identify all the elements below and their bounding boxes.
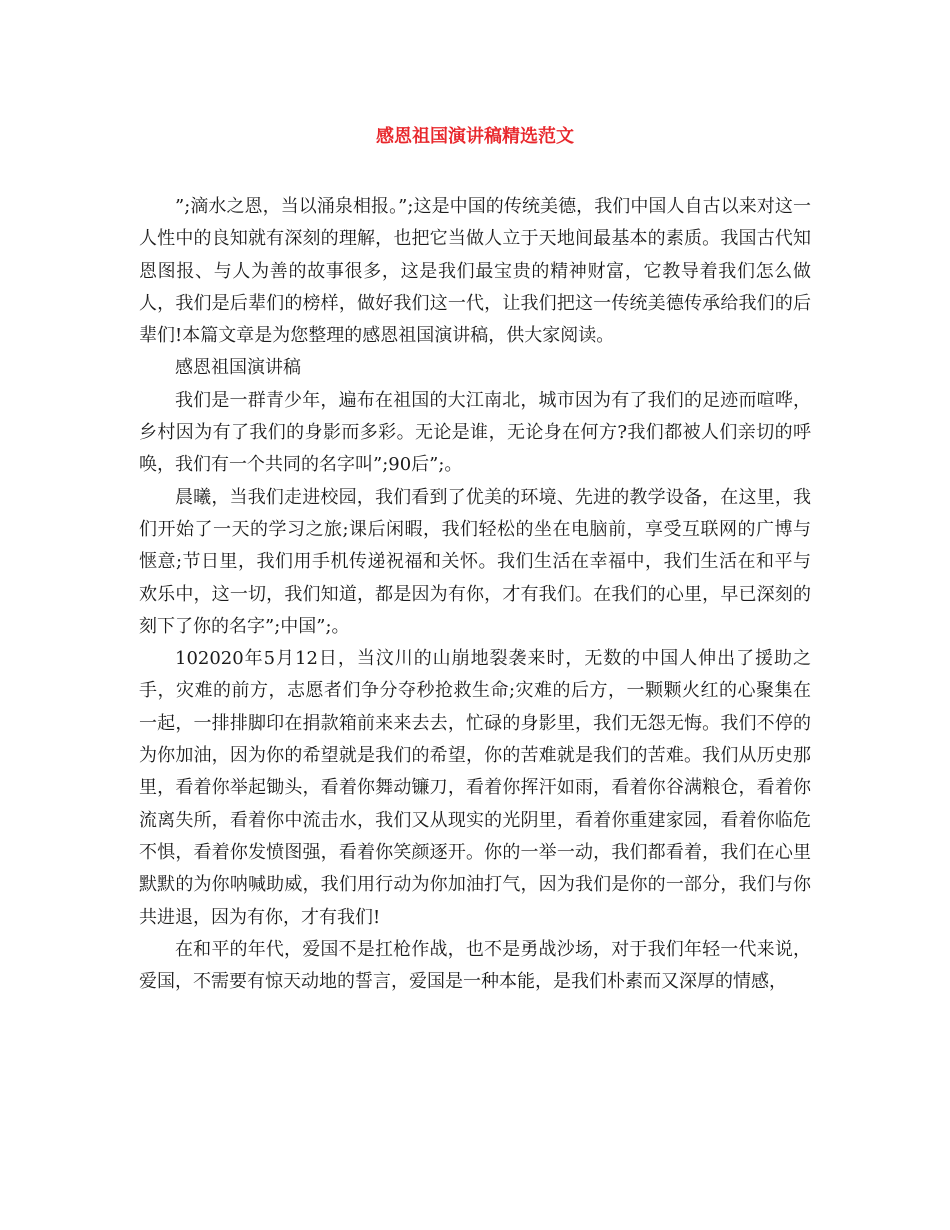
document-title: 感恩祖国演讲稿精选范文: [376, 126, 574, 147]
section-heading: 感恩祖国演讲稿: [175, 357, 301, 379]
body-paragraph: 晨曦，当我们走进校园，我们看到了优美的环境、先进的教学设备，在这里，我们开始了一天的学习之旅;课后闲暇，我们轻松的坐在电脑前，享受互联网的广博与惬意;节日里，我们用手机传递祝福和关怀。我们生活在幸福中，我们生活在和平与欢乐中，这一切，我们知道，都是因为有你，才有我们。在我们的心里，早已深刻的刻下了你的名字”;中国”;。: [139, 486, 811, 637]
document-body: [139, 191, 811, 998]
body-paragraph: 在和平的年代，爱国不是扛枪作战，也不是勇战沙场，对于我们年轻一代来说，爱国，不需要有惊天动地的誓言，爱国是一种本能，是我们朴素而又深厚的情感，: [139, 938, 811, 993]
intro-paragraph: ”;滴水之恩，当以涌泉相报。”;这是中国的传统美德，我们中国人自古以来对这一人性中的良知就有深刻的理解，也把它当做人立于天地间最基本的素质。我国古代知恩图报、与人为善的故事很多，这是我们最宝贵的精神财富，它教导着我们怎么做人，我们是后辈们的榜样，做好我们这一代，让我们把这一传统美德传承给我们的后辈们!本篇文章是为您整理的感恩祖国演讲稿，供大家阅读。: [139, 196, 811, 347]
body-paragraph: 102020年5月12日，当汶川的山崩地裂袭来时，无数的中国人伸出了援助之手，灾难的前方，志愿者们争分夺秒抢救生命;灾难的后方，一颗颗火红的心聚集在一起，一排排脚印在捐款箱前来来去去，忙碌的身影里，我们无怨无悔。我们不停的为你加油，因为你的希望就是我们的希望，你的苦难就是我们的苦难。我们从历史那里，看着你举起锄头，看着你舞动镰刀，看着你挥汗如雨，看着你谷满粮仓，看着你流离失所，看着你中流击水，我们又从现实的光阴里，看着你重建家园，看着你临危不惧，看着你发愤图强，看着你笑颜逐开。你的一举一动，我们都看着，我们在心里默默的为你呐喊助威，我们用行动为你加油打气，因为我们是你的一部分，我们与你共进退，因为有你，才有我们!: [139, 648, 811, 928]
body-paragraph: 我们是一群青少年，遍布在祖国的大江南北，城市因为有了我们的足迹而喧哗，乡村因为有了我们的身影而多彩。无论是谁，无论身在何方?我们都被人们亲切的呼唤，我们有一个共同的名字叫”;90后”;。: [139, 389, 811, 476]
